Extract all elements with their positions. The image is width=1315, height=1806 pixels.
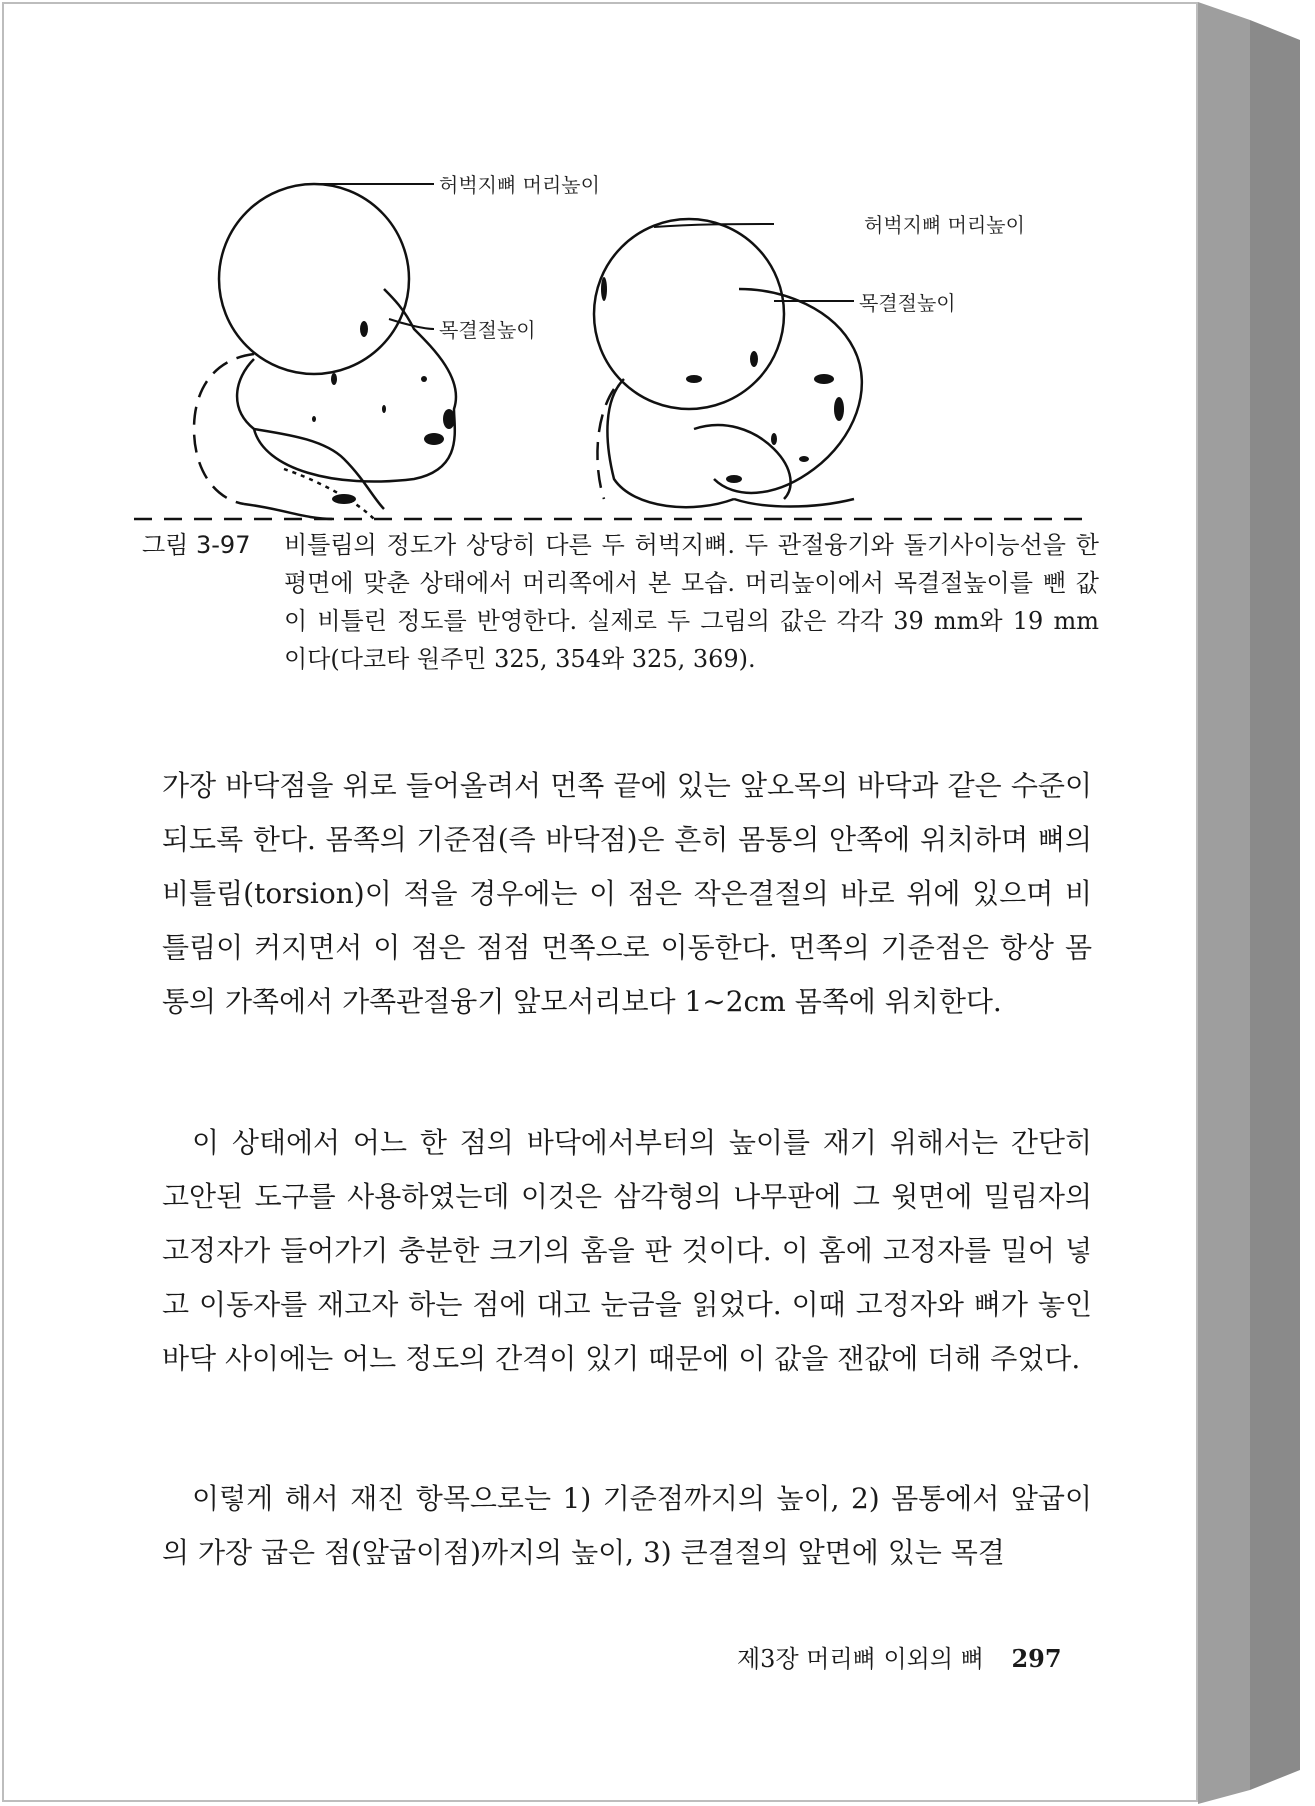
chapter-title: 제3장 머리뼈 이외의 뼈 [737,1645,984,1673]
caption-text: 비틀림의 정도가 상당히 다른 두 허벅지뼈. 두 관절융기와 돌기사이능선을 한 평면에 맞춘 상태에서 머리쪽에서 본 모습. 머리높이에서 목결절높이를 뺀 값이 비틀린 정도를 반영한다. 실제로 두 그림의 값은 각각 39 mm와 19 mm 이다(다코타 원주민 325, 354와 325, 369). [284,531,1099,673]
caption-number: 그림 3-97 [142,531,251,559]
left-head-height-label: 허벅지뼈 머리높이 [439,173,600,197]
right-neck-height-label: 목결절높이 [859,291,956,315]
running-footer [737,1639,1062,1674]
page-number: 297 [1011,1644,1062,1673]
right-head-height-label: 허벅지뼈 머리높이 [864,213,1025,237]
left-neck-height-label: 목결절높이 [439,318,536,342]
paragraph-3: 이렇게 해서 재진 항목으로는 1) 기준점까지의 높이, 2) 몸통에서 앞굽이의 가장 굽은 점(앞굽이점)까지의 높이, 3) 큰결절의 앞면에 있는 목결 [162,1482,1092,1569]
book-edge [1190,0,1310,1806]
paragraph-1: 가장 바닥점을 위로 들어올려서 먼쪽 끝에 있는 앞오목의 바닥과 같은 수준이 되도록 한다. 몸쪽의 기준점(즉 바닥점)은 흔히 몸통의 안쪽에 위치하며 뼈의 비틀림(torsion)이 적을 경우에는 이 점은 작은결절의 바로 위에 있으며 비틀림이 커지면서 이 점은 점점 먼쪽으로 이동한다. 먼쪽의 기준점은 항상 몸통의 가쪽에서 가쪽관절융기 앞모서리보다 1∼2cm 몸쪽에 위치한다. [162,769,1092,1018]
femur-figure [134,173,1094,533]
book-page [2,2,1198,1802]
paragraph-2: 이 상태에서 어느 한 점의 바닥에서부터의 높이를 재기 위해서는 간단히 고안된 도구를 사용하였는데 이것은 삼각형의 나무판에 그 윗면에 밀림자의 고정자가 들어가기 충분한 크기의 홈을 판 것이다. 이 홈에 고정자를 밀어 넣고 이동자를 재고자 하는 점에 대고 눈금을 읽었다. 이때 고정자와 뼈가 놓인 바닥 사이에는 어느 정도의 간격이 있기 때문에 이 값을 잰값에 더해 주었다. [162,1126,1092,1375]
